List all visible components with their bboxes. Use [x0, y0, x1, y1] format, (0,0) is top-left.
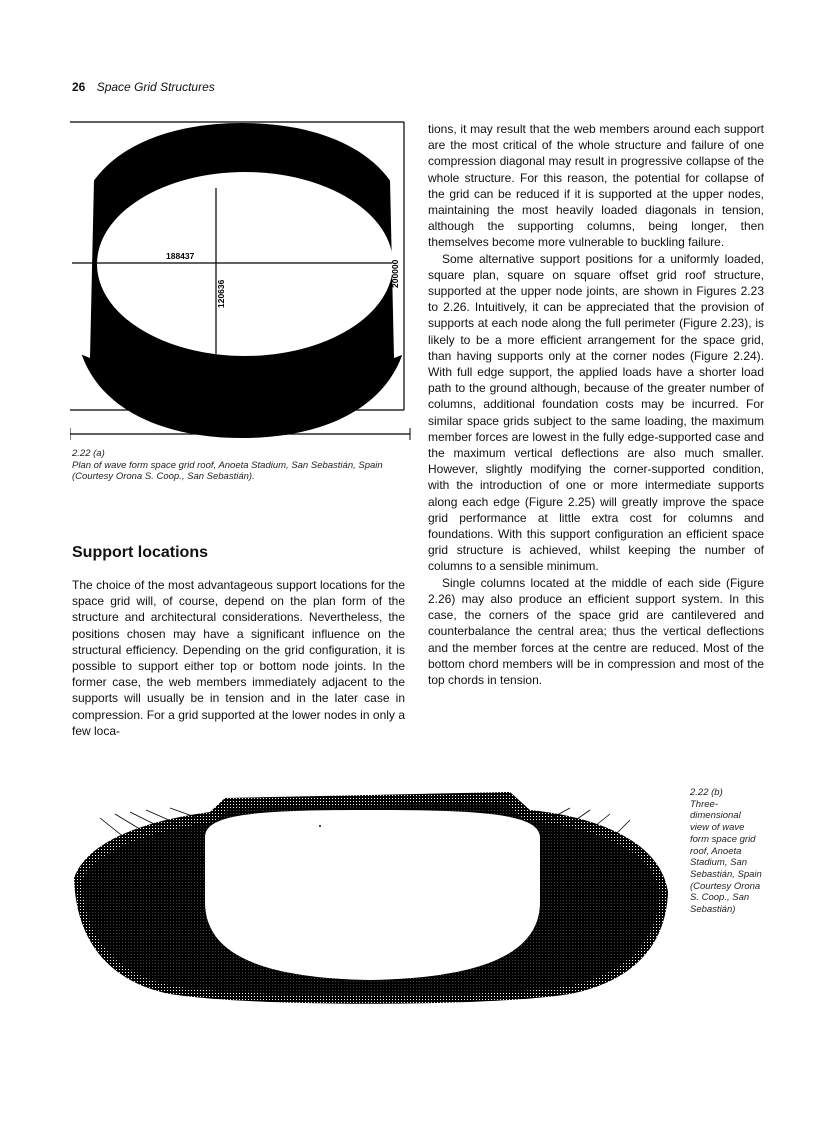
left-notch — [70, 180, 94, 358]
figure-a-caption-number: 2.22 (a) — [72, 448, 105, 459]
roof-3d-opening — [205, 810, 540, 980]
left-column — [72, 577, 405, 739]
right-paragraph-3: Single columns located at the middle of each side (Figure 2.26) may also produce an efficient support system. In this case, the corners of the space grid are cantilevered and counterbalance the central area; thus the vertical deflections and the member forces at the centre are reduced. Most of the bottom chord members will be in compression and most of the top chords in tension. — [428, 575, 764, 687]
dim-inner-height: 120636 — [216, 279, 226, 308]
page-number: 26 — [72, 80, 86, 94]
right-paragraph-1: tions, it may result that the web members around each support are the most critical of the whole structure and failure of one compression diagonal may result in progressive collapse of the whole structure. For this reason, the potential for collapse of the grid can be reduced if it is supported at the upper nodes, maintaining the most heavily loaded diagonals in tension, although the supporting columns, being longer, then themselves become more vulnerable to buckling failure. — [428, 122, 764, 250]
right-column — [428, 121, 764, 688]
dim-total-height: 200000 — [390, 259, 400, 288]
dim-total-width: 214000 — [200, 422, 229, 432]
figure-a-caption — [72, 448, 412, 483]
right-paragraph-2: Some alternative support positions for a uniformly loaded, square plan, square on square offset grid roof structure, supported at the upper node joints, are shown in Figures 2.23 to 2.26. Intuitively, it can be appreciated that the provision of supports at each node along the full perimeter (Figure 2.23), is likely to be a more efficient arrangement for the space grid, than having supports only at the corner nodes (Figure 2.24). With full edge support, the applied loads have a shorter load path to the ground although, because of the greater number of columns, additional foundation costs may be incurred. For similar space grids subject to the same loading, the maximum member forces are lowest in the fully edge-supported case and the maximum vertical deflections are also much smaller. However, slightly modifying the corner-supported condition, with the introduction of one or more intermediate supports along each edge (Figure 2.25) will greatly improve the space grid performance at little extra cost for columns and foundations. With this support configuration an efficient space grid structure is achieved, whilst keeping the number of columns to a sensible minimum. — [428, 251, 764, 574]
figure-a-caption-text: Plan of wave form space grid roof, Anoeta Stadium, San Sebastián, Spain (Courtesy Orona S. Coop., San Sebastián). — [72, 459, 383, 482]
section-heading: Support locations — [72, 544, 208, 561]
running-header — [72, 80, 215, 94]
dim-inner-width: 188437 — [166, 251, 195, 261]
figure-b-caption-text: Three-dimensional view of wave form space grid roof, Anoeta Stadium, San Sebastián, Spain (Courtesy Orona S. Coop., San Sebastián) — [690, 798, 762, 916]
figure-3d-view — [70, 782, 670, 1007]
inner-opening — [97, 172, 393, 356]
left-paragraph: The choice of the most advantageous support locations for the space grid will, of course, depend on the plan form of the structure and architectural considerations. Nevertheless, the positions chosen may have a significant influence on the structural efficiency. Depending on the grid configuration, it is possible to support either top or bottom node joints. In the former case, the web members immediately adjacent to the supports will usually be in tension and in the later case in compression. For a grid supported at the lower nodes in only a few loca- — [72, 578, 405, 738]
running-title: Space Grid Structures — [96, 80, 215, 94]
figure-b-caption — [690, 787, 762, 916]
figure-plan-drawing — [70, 118, 415, 443]
figure-b-caption-number: 2.22 (b) — [690, 787, 723, 798]
